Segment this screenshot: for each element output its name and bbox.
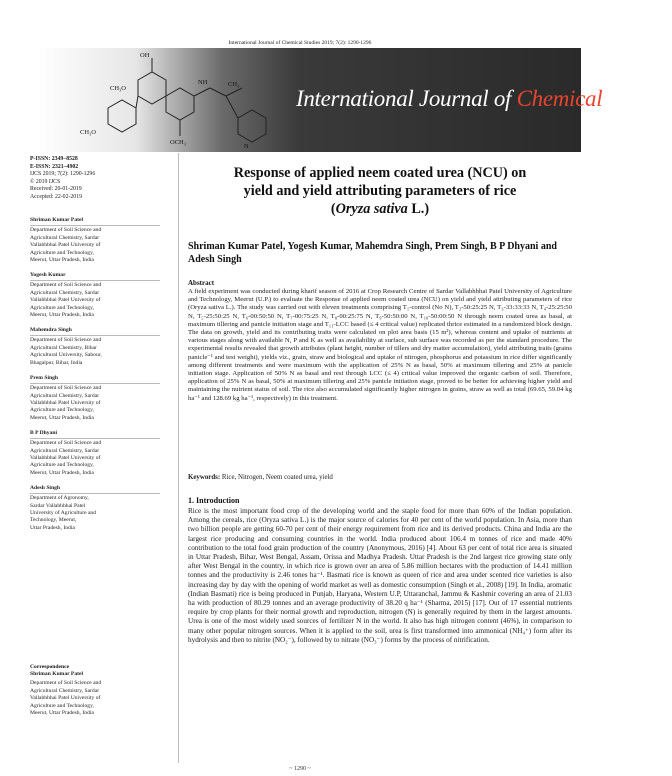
journal-title: International Journal of Chemical Studies [296, 86, 672, 111]
chemical-structure-icon [38, 48, 288, 152]
e-issn: E-ISSN: 2321–4902 [30, 163, 79, 170]
affiliations-sidebar [30, 217, 160, 540]
svg-text:NH: NH [198, 79, 208, 86]
correspondence-block: Shriman Kumar Patel Department of Soil Science and Agricultural Chemistry, Sardar Vallabhbhai Patel University of Agriculture and Technology, Meerut, Uttar Pradesh, India [30, 671, 102, 717]
abstract-heading: Abstract [188, 279, 215, 287]
abstract-text: A field experiment was conducted during kharif season of 2016 at Crop Research Centre of Sardar Vallabhbhai Patel University of Agriculture and Technology, Meerut (U.P.) to evaluate the Response of applied neem coated urea (NCU) on yield and yield attributing parameters of rice (Oryza sativa L.). The study was carried out with eleven treatments comprising T₁-control (No N), T₂-50:25:25 N, T₃-33:33:33 N, T₄-25:25:50 N, T₅-25:50:25 N, T₆-00:50:50 N, T₇-00:75:25 N, T₈-00:25:75 N, T₉-50:50:00 N, T₁₀-50:00:50 N through neem coated urea as basal, at maximum tillering and panicle initiation stage and T₁₁-LCC based (≤ 4 critical value) replicated thrice estimated in a randomized block design. The data on growth, yield and its contributing traits were calculated on plot area basis (15 m²), whereas content and uptake of nutrients at various stages along with available N, P and K as well as availability at surface, sub surface was recorded as per the standard procedure. The experimental results revealed that growth attributes (plant height, number of tillers and dry matter accumulation), yield attributing traits (grains panicle⁻¹ and test weight), yields viz., grain, straw and biological and uptake of nitrogen, phosphorus and potassium in rice differ significantly among different treatments and were maximum with the application of 25% N as basal, 50% at maximum tillering and 25% at panicle initiation stage. Application of 50% N as basal and rest through LCC (≤ 4) critical value improved the organic carbon of soil. Therefore, application of 25% N as basal, 50% at maximum tillering and 25% panicle initiation stage, proved to be better for achieving higher yield and maintaining the nutrient status of soil. The rice also accumulated significantly higher nitrogen in grains, straw as well as total (69.65, 59.04 kg ha⁻¹ and 128.69 kg ha⁻¹, respectively) in this treatment. [188, 288, 572, 402]
journal-banner [38, 48, 672, 152]
svg-text:N: N [244, 143, 249, 150]
ijcs-citation: IJCS 2019; 7(2): 1290-1296 [30, 171, 96, 178]
svg-text:CH₃: CH₃ [228, 81, 240, 88]
affiliation: Yogesh Kumar Department of Soil Science and Agricultural Chemistry, Sardar Vallabhbhai Patel University of Agriculture and Technology, Meerut, Uttar Pradesh, India [30, 272, 160, 319]
affiliation: Prem Singh Department of Soil Science and Agricultural Chemistry, Sardar Vallabhbhai Patel University of Agriculture and Technology, Meerut, Uttar Pradesh, India [30, 375, 160, 422]
svg-text:OH: OH [140, 52, 150, 59]
introduction-text: Rice is the most important food crop of the developing world and the staple food for more than 60% of the Indian population. Among the cereals, rice (Oryza sativa L.) is the major source of calories for 40 per cent of the world population. In Asia, more than two billion people are getting 60-70 per cent of their energy requirement from rice and its derived products. China and India are the largest rice producing and consuming countries in the world. India produced about 106.4 m tonnes of rice and made 40% contribution to the total food grain production of the country (Anonymous, 2016) [4]. About 63 per cent of total rice area is situated in Uttar Pradesh, Bihar, West Bengal, Assam, Orissa and Madhya Pradesh. Uttar Pradesh is the 2nd largest rice growing state only after West Bengal in the country, in which rice is grown over an area of 5.86 million hectares with the production of 14.41 million tonnes and the productivity is 2.46 tones ha⁻¹. Basmati rice is known as queen of rice and area under scented rice varieties is also increasing day by day with the opening of world market as well as domestic consumption (Singh et al., 2008) [19]. In India, aromatic (Indian Basmati) rice is being produced in Punjab, Haryana, Western U.P, Uttaranchal, Jammu & Kashmir covering an area of 21.03 ha with production of 80.29 tonnes and an average productivity of 38.20 q ha⁻¹ (Sharma, 2015) [17]. Out of 17 essential nutrients require by crop plants for their normal growth and reproduction, nitrogen (N) is generally required by them in the largest amounts. Urea is one of the most widely used sources of fertilizer N in the world. It also has high nitrogen content (46%), in comparison to many other popular nitrogen sources. When it is applied to the soil, urea is first transformed into ammonical (NH₄⁺) form after its hydrolysis and then to nitrite (NO₂⁻), followed by to nitrate (NO₃⁻) forms by the process of nitrification. [188, 507, 572, 644]
author-list: Shriman Kumar Patel, Yogesh Kumar, Mahemdra Singh, Prem Singh, B P Dhyani and Adesh Singh [188, 241, 557, 265]
affiliation: Mahemdra Singh Department of Soil Science and Agricultural Chemistry, Bihar Agricultural University, Sabour, Bhagalpur, Bihar, India [30, 327, 160, 367]
affiliation: Adesh Singh Department of Agronomy, Sardar Vallabhbhai Patel University of Agriculture and Technology, Meerut, Uttar Pradesh, India [30, 485, 160, 532]
affiliation: Shriman Kumar Patel Department of Soil Science and Agricultural Chemistry, Sardar Vallabhbhai Patel University of Agriculture and Technology, Meerut, Uttar Pradesh, India [30, 217, 160, 264]
paper-title: Response of applied neem coated urea (NCU) on yield and yield attributing parameters of rice (Oryza sativa L.) [233, 165, 527, 217]
keywords: Keywords: Rice, Nitrogen, Neem coated urea, yield [188, 474, 333, 481]
svg-text:OCH₃: OCH₃ [170, 139, 186, 146]
article-meta [30, 156, 95, 202]
p-issn: P-ISSN: 2349–8528 [30, 156, 78, 162]
svg-text:CH₃O: CH₃O [80, 129, 96, 136]
page-number: ~ 1290 ~ [289, 766, 311, 772]
copyright: © 2019 IJCS [30, 178, 61, 185]
correspondence-heading: Correspondence [30, 664, 70, 670]
accepted-date: Accepted: 22-02-2019 [30, 193, 82, 200]
received-date: Received: 20-01-2019 [30, 186, 82, 193]
affiliation: B P Dhyani Department of Soil Science and Agricultural Chemistry, Sardar Vallabhbhai Patel University of Agriculture and Technology, Meerut, Uttar Pradesh, India [30, 430, 160, 477]
svg-text:CH₃O: CH₃O [110, 85, 126, 92]
journal-reference: International Journal of Chemical Studies 2019; 7(2): 1290-1296 [228, 40, 372, 46]
column-divider [178, 153, 179, 763]
introduction-heading: 1. Introduction [188, 496, 240, 505]
